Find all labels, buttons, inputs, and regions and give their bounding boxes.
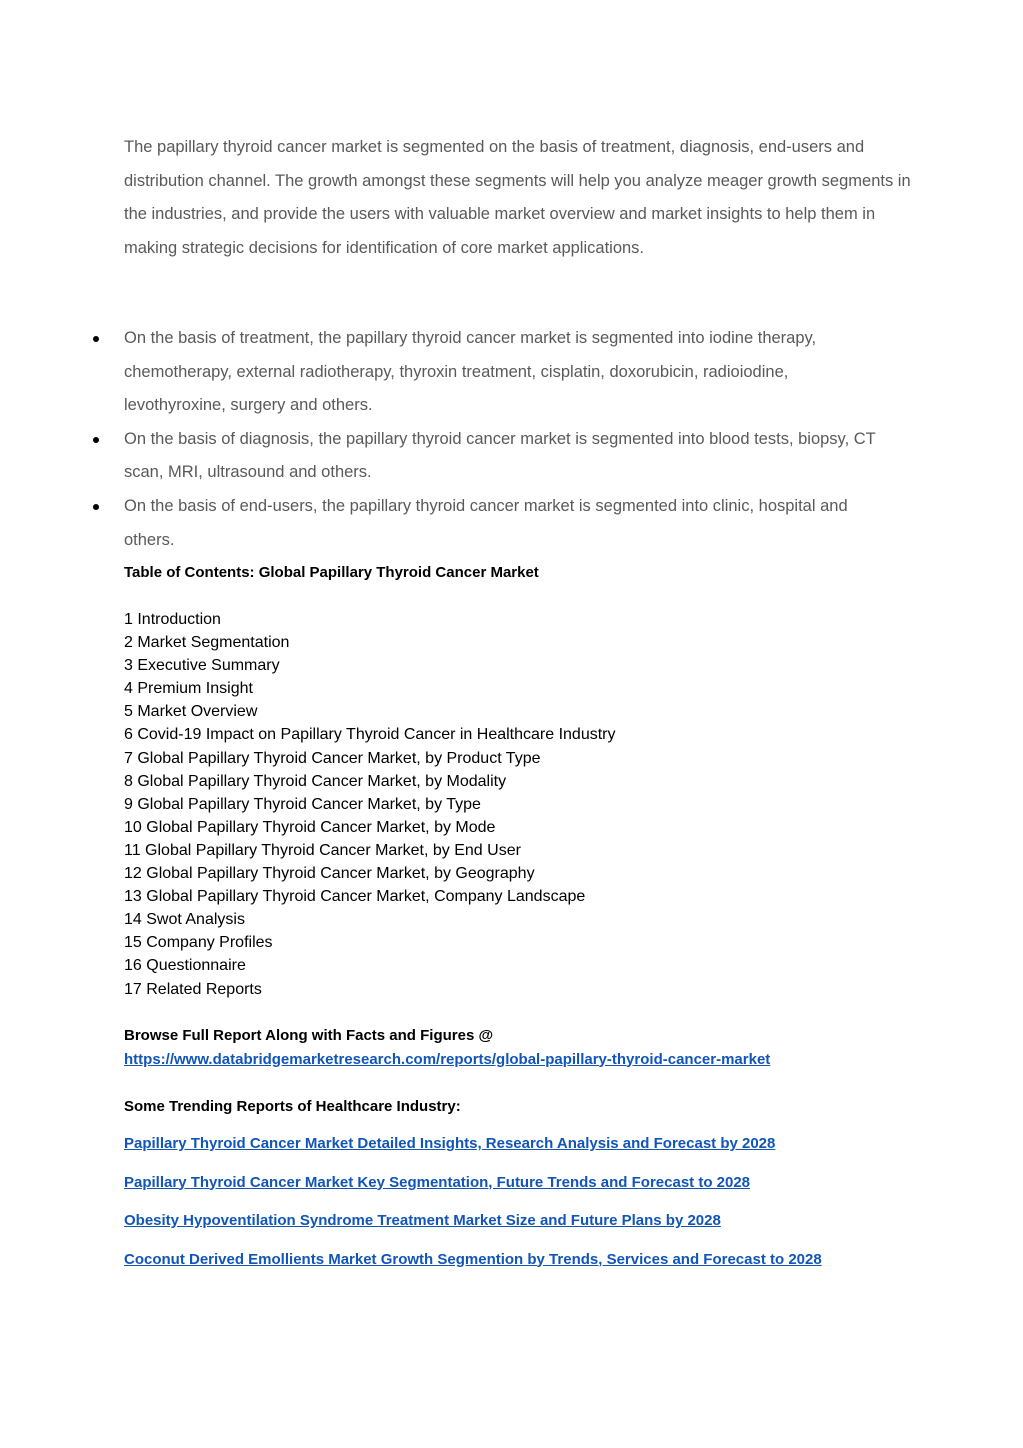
- trending-report-link[interactable]: Obesity Hypoventilation Syndrome Treatment Market Size and Future Plans by 2028: [124, 1212, 721, 1229]
- trending-report-link[interactable]: Coconut Derived Emollients Market Growth Segmention by Trends, Services and Forecast to 2028: [124, 1250, 822, 1268]
- bullet-item-end-users: [124, 490, 884, 557]
- trending-reports-title: Some Trending Reports of Healthcare Industry:: [124, 1098, 461, 1115]
- bullet-icon: [93, 437, 99, 443]
- toc-item: 12 Global Papillary Thyroid Cancer Market, by Geography: [124, 865, 535, 883]
- intro-paragraph: The papillary thyroid cancer market is segmented on the basis of treatment, diagnosis, end-users and distribution channel. The growth amongst these segments will help you analyze meager growth segments in the industries, and provide the users with valuable market overview and market insights to help them in making strategic decisions for identification of core market applications.: [124, 138, 911, 257]
- browse-label: Browse Full Report Along with Facts and Figures @: [124, 1027, 494, 1044]
- toc-item: 14 Swot Analysis: [124, 911, 245, 929]
- toc-list: [124, 608, 616, 1001]
- bullet-icon: [93, 504, 99, 510]
- toc-item: 2 Market Segmentation: [124, 634, 290, 652]
- trending-report-item: [124, 1249, 822, 1271]
- toc-item: 16 Questionnaire: [124, 957, 246, 975]
- toc-item: 3 Executive Summary: [124, 657, 280, 675]
- toc-item: 5 Market Overview: [124, 703, 258, 721]
- bullet-item-treatment: [124, 322, 884, 423]
- trending-report-item: [124, 1172, 822, 1194]
- toc-item: 8 Global Papillary Thyroid Cancer Market, by Modality: [124, 772, 507, 790]
- trending-report-item: [124, 1133, 822, 1155]
- bullet-text: On the basis of treatment, the papillary thyroid cancer market is segmented into iodine therapy, chemotherapy, external radiotherapy, thyroxin treatment, cisplatin, doxorubicin, radioiodine, levothyroxine, surgery and others.: [124, 329, 817, 415]
- trending-report-item: [124, 1210, 822, 1232]
- trending-report-link[interactable]: Papillary Thyroid Cancer Market Key Segmentation, Future Trends and Forecast to 2028: [124, 1173, 751, 1191]
- toc-item: 10 Global Papillary Thyroid Cancer Market, by Mode: [124, 818, 496, 836]
- toc-item: 17 Related Reports: [124, 980, 262, 998]
- toc-item: 1 Introduction: [124, 611, 221, 628]
- bullet-item-diagnosis: [124, 423, 884, 490]
- toc-item: 11 Global Papillary Thyroid Cancer Market, by End User: [124, 841, 521, 859]
- toc-title: Table of Contents: Global Papillary Thyroid Cancer Market: [124, 564, 539, 581]
- toc-item: 9 Global Papillary Thyroid Cancer Market, by Type: [124, 795, 481, 813]
- toc-item: 15 Company Profiles: [124, 934, 273, 952]
- segmentation-bullet-list: [124, 322, 884, 557]
- full-report-link[interactable]: https://www.databridgemarketresearch.com/reports/global-papillary-thyroid-cancer-market: [124, 1050, 771, 1068]
- toc-item: 13 Global Papillary Thyroid Cancer Market, Company Landscape: [124, 888, 586, 906]
- browse-full-report: [124, 1024, 770, 1071]
- trending-report-link[interactable]: Papillary Thyroid Cancer Market Detailed Insights, Research Analysis and Forecast by 2028: [124, 1135, 776, 1152]
- bullet-text: On the basis of end-users, the papillary thyroid cancer market is segmented into clinic, hospital and others.: [124, 496, 848, 549]
- bullet-icon: [93, 336, 99, 342]
- trending-reports-list: [124, 1133, 822, 1287]
- toc-item: 7 Global Papillary Thyroid Cancer Market, by Product Type: [124, 749, 541, 767]
- toc-item: 6 Covid-19 Impact on Papillary Thyroid Cancer in Healthcare Industry: [124, 726, 616, 744]
- bullet-text: On the basis of diagnosis, the papillary thyroid cancer market is segmented into blood tests, biopsy, CT scan, MRI, ultrasound and others.: [124, 429, 876, 482]
- toc-item: 4 Premium Insight: [124, 680, 253, 698]
